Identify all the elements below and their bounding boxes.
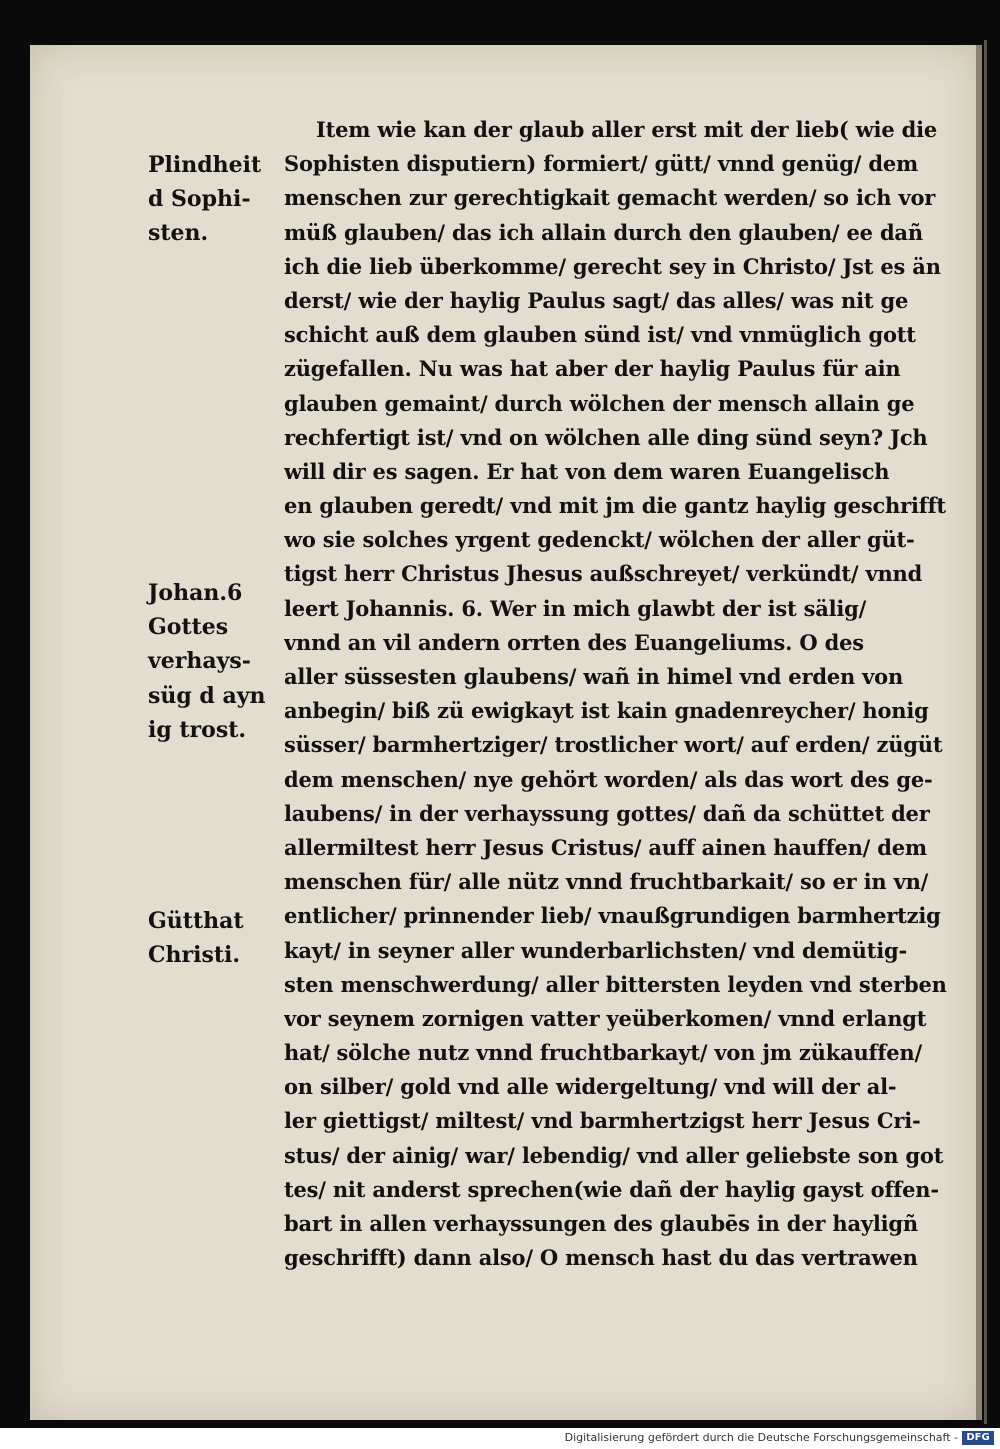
text-line: menschen zur gerechtigkait gemacht werden/ so ich vor (284, 185, 936, 211)
text-line: will dir es sagen. Er hat von dem waren Euangelisch (284, 458, 890, 484)
text-line: on silber/ gold vnd alle widergeltung/ vnd will der al- (284, 1074, 897, 1100)
text-line: vnnd an vil andern orrten des Euangeliums. O des (284, 629, 864, 655)
text-line: glauben gemaint/ durch wölchen der mensch allain ge (284, 390, 915, 416)
text-line: entlicher/ prinnender lieb/ vnaußgrundigen barmhertzig (284, 903, 941, 929)
marginal-line: ig trost. (148, 716, 247, 743)
marginal-line: Plindheit (148, 152, 262, 178)
text-line: stus/ der ainig/ war/ lebendig/ vnd aller geliebste son got (284, 1142, 944, 1168)
body-text (284, 113, 966, 1275)
text-line: sten menschwerdung/ aller bittersten leyden vnd sterben (284, 971, 947, 997)
text-line: anbegin/ biß zü ewigkayt ist kain gnadenreycher/ honig (284, 698, 929, 724)
text-line: hat/ sölche nutz vnnd fruchtbarkayt/ von jm zükauffen/ (284, 1040, 922, 1066)
text-line: rechfertigt ist/ vnd on wölchen alle ding sünd seyn? Jch (284, 424, 928, 450)
marginal-note-gutthat (148, 904, 288, 972)
dfg-logo-icon: DFG (962, 1431, 994, 1445)
marginal-note-johan (148, 576, 288, 747)
text-line: müß glauben/ das ich allain durch den glauben/ ee dañ (284, 219, 923, 245)
text-line: tes/ nit anderst sprechen(wie dañ der haylig gayst offen- (284, 1176, 939, 1202)
text-line: bart in allen verhayssungen des glaubēs in der hayligñ (284, 1211, 918, 1236)
text-line: en glauben geredt/ vnd mit jm die gantz haylig geschrifft (284, 493, 946, 519)
text-line: süsser/ barmhertziger/ trostlicher wort/ auf erden/ zügüt (284, 732, 943, 758)
text-line: dem menschen/ nye gehört worden/ als das wort des ge- (284, 766, 933, 792)
footer-credit: Digitalisierung gefördert durch die Deutsche Forschungsgemeinschaft - (564, 1431, 958, 1444)
digitization-footer (0, 1428, 1000, 1449)
text-line: wo sie solches yrgent gedenckt/ wölchen der aller güt- (284, 527, 915, 553)
text-line: menschen für/ alle nütz vnnd fruchtbarkait/ so er in vn/ (284, 869, 929, 895)
text-line: vor seynem zornigen vatter yeüberkomen/ vnnd erlangt (284, 1005, 927, 1031)
text-line: schicht auß dem glauben sünd ist/ vnd vnmüglich gott (284, 322, 916, 348)
text-line: ich die lieb überkomme/ gerecht sey in Christo/ Jst es än (284, 253, 941, 279)
text-line: Sophisten disputiern) formiert/ gütt/ vnnd genüg/ dem (284, 151, 919, 177)
text-line: Item wie kan der glaub aller erst mit der lieb( wie die (316, 117, 938, 142)
marginal-note-blindheit (148, 148, 288, 251)
text-line: allermiltest herr Jesus Cristus/ auff ainen hauffen/ dem (284, 834, 927, 860)
text-line: zügefallen. Nu was hat aber der haylig Paulus für ain (284, 356, 901, 382)
marginal-line: d Sophi- (148, 186, 251, 213)
text-line: laubens/ in der verhayssung gottes/ dañ da schüttet der (284, 800, 930, 826)
marginal-line: Gottes (148, 614, 229, 641)
text-line: geschrifft) dann also/ O mensch hast du das vertrawen (284, 1245, 918, 1271)
text-line: ler giettigst/ miltest/ vnd barmhertzigst herr Jesus Cri- (284, 1108, 921, 1134)
marginal-line: verhays- (148, 648, 251, 675)
marginal-line: Christi. (148, 942, 241, 969)
text-line: derst/ wie der haylig Paulus sagt/ das alles/ was nit ge (284, 287, 909, 313)
text-line: leert Johannis. 6. Wer in mich glawbt der ist sälig/ (284, 595, 867, 621)
page-edge-shadow (984, 40, 987, 1424)
marginal-line: sten. (148, 220, 209, 247)
marginal-line: Gütthat (148, 908, 244, 934)
text-line: kayt/ in seyner aller wunderbarlichsten/ vnd demütig- (284, 937, 907, 963)
marginal-line: süg d ayn (148, 682, 266, 709)
page-edge (976, 45, 982, 1420)
text-line: tigst herr Christus Jhesus außschreyet/ verkündt/ vnnd (284, 561, 923, 587)
marginal-line: Johan.6 (148, 580, 243, 606)
text-line: aller süssesten glaubens/ wañ in himel vnd erden von (284, 664, 904, 689)
